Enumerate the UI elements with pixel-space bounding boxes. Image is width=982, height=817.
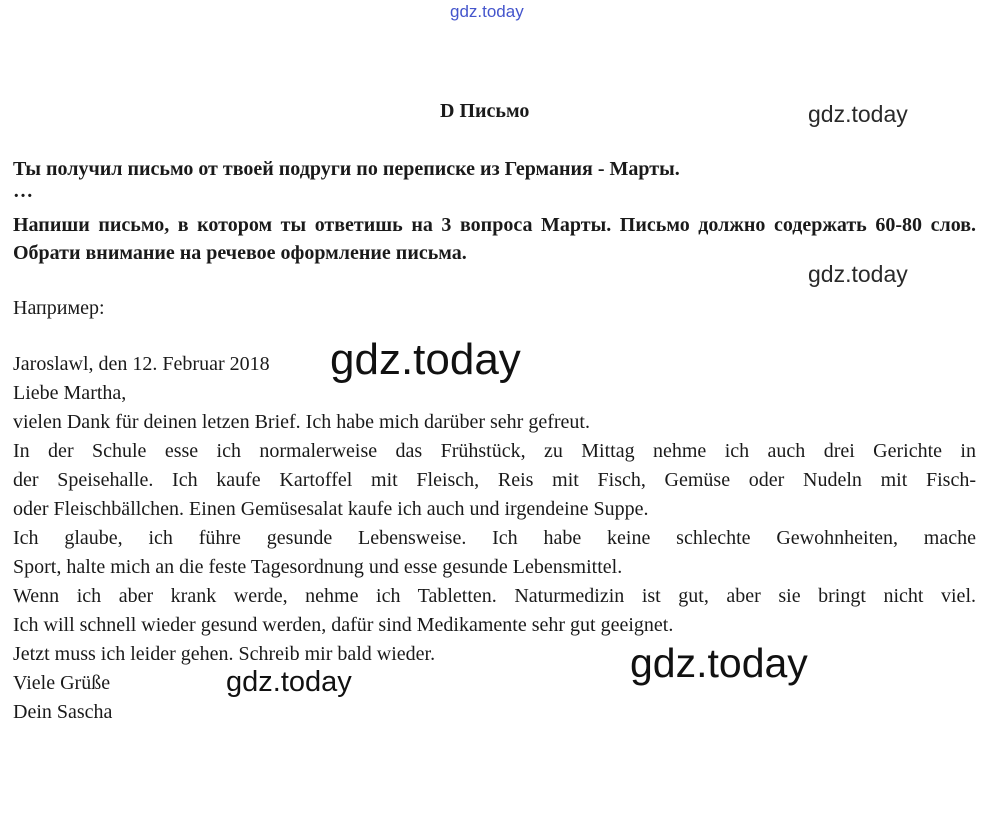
watermark-top: gdz.today bbox=[450, 2, 524, 21]
letter-line: Jetzt muss ich leider gehen. Schreib mir bald wieder. bbox=[13, 643, 436, 665]
watermark-right-upper: gdz.today bbox=[808, 101, 908, 127]
letter-line: Ich glaube, ich führe gesunde Lebensweise. Ich habe keine schlechte Gewohnheiten, mache bbox=[13, 527, 976, 549]
watermark-middle: gdz.today bbox=[330, 335, 521, 384]
letter-line: Ich will schnell wieder gesund werden, dafür sind Medikamente sehr gut geeignet. bbox=[13, 614, 674, 636]
letter-date: Jaroslawl, den 12. Februar 2018 bbox=[13, 353, 270, 375]
letter-line: vielen Dank für deinen letzen Brief. Ich habe mich darüber sehr gefreut. bbox=[13, 411, 590, 433]
watermark-right-lower: gdz.today bbox=[808, 261, 908, 287]
watermark-bottom-left: gdz.today bbox=[226, 666, 352, 698]
letter-greeting: Liebe Martha, bbox=[13, 382, 127, 404]
section-heading: D Письмо bbox=[440, 100, 530, 122]
letter-line: Sport, halte mich an die feste Tagesordnung und esse gesunde Lebensmittel. bbox=[13, 556, 623, 578]
task-instruction: Напиши письмо, в котором ты ответишь на 3 вопроса Марты. Письмо должно содержать 60-80 слов. Обрати внимание на речевое оформление письма. bbox=[13, 214, 976, 264]
letter-body bbox=[13, 350, 976, 727]
task-intro: Ты получил письмо от твоей подруги по переписке из Германия - Марты. bbox=[13, 158, 680, 180]
example-label: Например: bbox=[13, 297, 105, 319]
letter-line: Wenn ich aber krank werde, nehme ich Tabletten. Naturmedizin ist gut, aber sie bringt nicht viel. bbox=[13, 585, 976, 607]
watermark-bottom-right: gdz.today bbox=[630, 640, 808, 686]
letter-line: der Speisehalle. Ich kaufe Kartoffel mit Fleisch, Reis mit Fisch, Gemüse oder Nudeln mit Fisch- bbox=[13, 469, 976, 491]
letter-line: oder Fleischbällchen. Einen Gemüsesalat kaufe ich auch und irgendeine Suppe. bbox=[13, 498, 649, 520]
task-ellipsis: … bbox=[13, 180, 33, 202]
letter-signature: Dein Sascha bbox=[13, 701, 113, 723]
letter-line: In der Schule esse ich normalerweise das Frühstück, zu Mittag nehme ich auch drei Gerichte in bbox=[13, 440, 976, 462]
letter-closing: Viele Grüße bbox=[13, 672, 111, 694]
